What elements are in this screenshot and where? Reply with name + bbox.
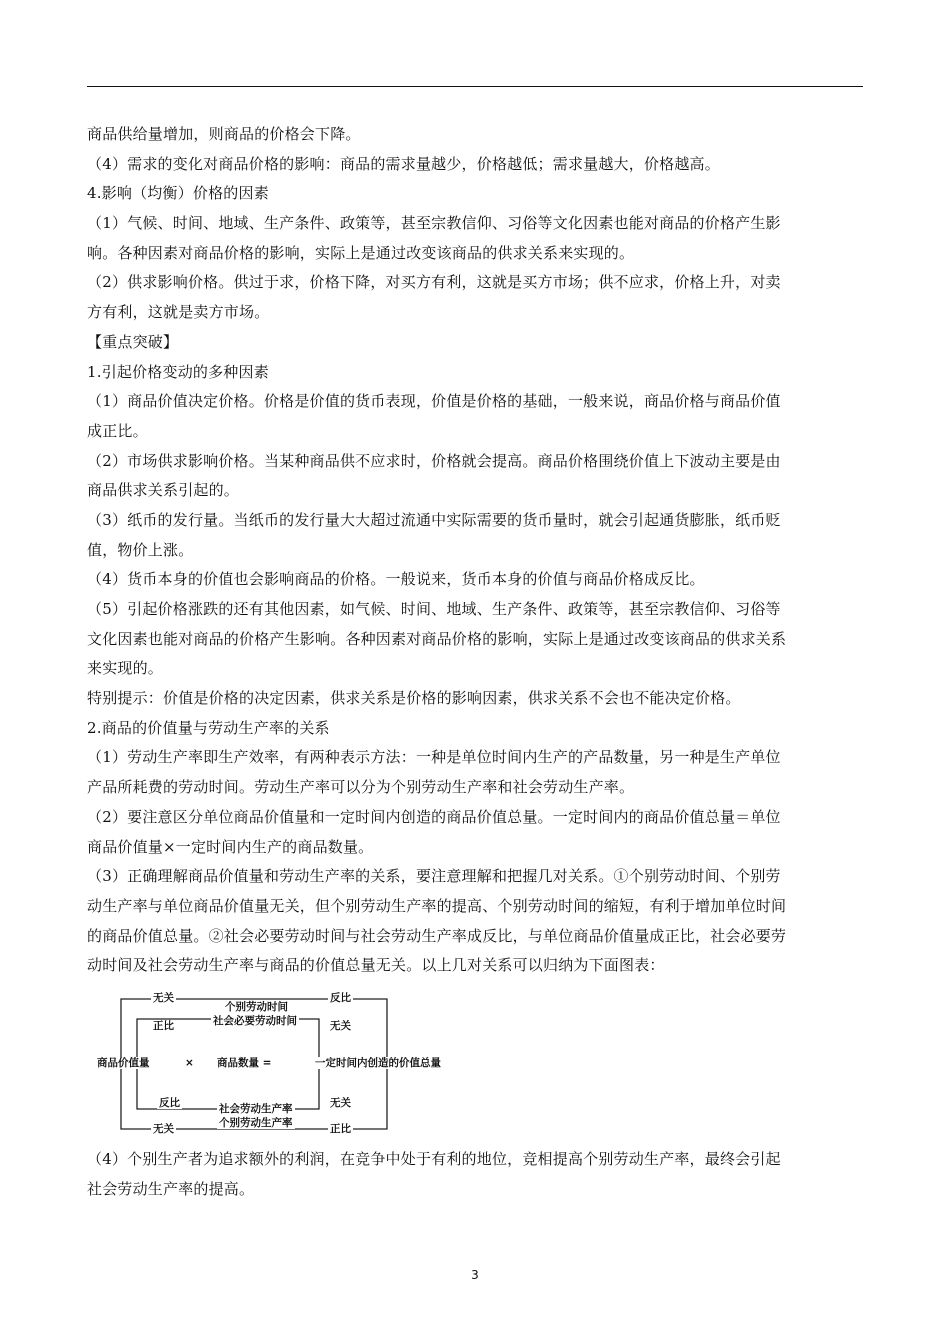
text-line: （1）商品价值决定价格。价格是价值的货币表现，价值是价格的基础，一般来说，商品价格与商品价值 bbox=[87, 392, 781, 411]
quantity-label: 商品数量 = bbox=[217, 1056, 272, 1069]
text-line: 文化因素也能对商品的价格产生影响。各种因素对商品价格的影响，实际上是通过改变该商品的供求关系 bbox=[87, 629, 787, 648]
text-line: （3）正确理解商品价值量和劳动生产率的关系，要注意理解和把握几对关系。①个别劳动时间、个别劳 bbox=[87, 867, 781, 886]
outer-bottom-right-label: 正比 bbox=[330, 1122, 351, 1135]
section-heading: 1.引起价格变动的多种因素 bbox=[87, 362, 269, 381]
text-line: 成正比。 bbox=[87, 421, 148, 440]
document-body bbox=[87, 120, 863, 1204]
total-value-label: 一定时间内创造的价值总量 bbox=[315, 1056, 441, 1069]
text-line: 商品供给量增加，则商品的价格会下降。 bbox=[87, 125, 361, 143]
text-line: （2）要注意区分单位商品价值量和一定时间内创造的商品价值总量。一定时间内的商品价值总量＝单位 bbox=[87, 807, 781, 826]
text-line: （3）纸币的发行量。当纸币的发行量大大超过流通中实际需要的货币量时，就会引起通货膨胀，纸币贬 bbox=[87, 510, 781, 529]
text-line: 方有利，这就是卖方市场。 bbox=[87, 303, 270, 322]
value-per-unit-label: 商品价值量 bbox=[97, 1056, 150, 1069]
text-line: 商品供求关系引起的。 bbox=[87, 481, 240, 500]
inner-bottom-left-label: 反比 bbox=[159, 1096, 180, 1109]
section-heading: 4.影响（均衡）价格的因素 bbox=[87, 184, 269, 203]
tip-line: 特别提示：价值是价格的决定因素，供求关系是价格的影响因素，供求关系不会也不能决定价格。 bbox=[87, 689, 741, 708]
text-line: 值，物价上涨。 bbox=[87, 540, 194, 559]
text-line: 响。各种因素对商品价格的影响，实际上是通过改变该商品的供求关系来实现的。 bbox=[87, 243, 635, 262]
outer-top-left-label: 无关 bbox=[153, 991, 174, 1004]
inner-top-right-label: 无关 bbox=[330, 1019, 351, 1032]
bottom-middle-label-2: 个别劳动生产率 bbox=[219, 1116, 293, 1129]
text-line: 动时间及社会劳动生产率与商品的价值总量无关。以上几对关系可以归纳为下面图表： bbox=[87, 956, 665, 975]
section-heading: 2.商品的价值量与劳动生产率的关系 bbox=[87, 718, 330, 737]
relationship-diagram bbox=[87, 985, 863, 1143]
text-line: （4）货币本身的价值也会影响商品的价格。一般说来，货币本身的价值与商品价格成反比。 bbox=[87, 570, 705, 589]
text-line: 商品价值量×一定时间内生产的商品数量。 bbox=[87, 837, 374, 856]
inner-bottom-right-label: 无关 bbox=[330, 1096, 351, 1109]
multiply-sign: × bbox=[185, 1056, 194, 1069]
text-line: （2）供求影响价格。供过于求，价格下降，对买方有利，这就是买方市场；供不应求，价格上升，对卖 bbox=[87, 273, 781, 292]
text-line: （1）气候、时间、地域、生产条件、政策等，甚至宗教信仰、习俗等文化因素也能对商品的价格产生影 bbox=[87, 214, 781, 233]
page-number: 3 bbox=[471, 1268, 479, 1282]
top-middle-label-1: 个别劳动时间 bbox=[225, 1000, 288, 1013]
diagram-lines bbox=[87, 985, 863, 1143]
text-line: 产品所耗费的劳动时间。劳动生产率可以分为个别劳动生产率和社会劳动生产率。 bbox=[87, 778, 635, 797]
text-line: 的商品价值总量。②社会必要劳动时间与社会劳动生产率成反比，与单位商品价值量成正比，社会必要劳 bbox=[87, 926, 787, 945]
section-heading: 【重点突破】 bbox=[87, 332, 179, 351]
top-middle-label-2: 社会必要劳动时间 bbox=[213, 1014, 297, 1027]
bottom-middle-label-1: 社会劳动生产率 bbox=[219, 1102, 293, 1115]
text-line: （4）需求的变化对商品价格的影响：商品的需求量越少，价格越低；需求量越大，价格越高。 bbox=[87, 154, 720, 173]
inner-top-left-label: 正比 bbox=[153, 1019, 174, 1032]
text-line: 社会劳动生产率的提高。 bbox=[87, 1179, 255, 1198]
text-line: 动生产率与单位商品价值量无关，但个别劳动生产率的提高、个别劳动时间的缩短，有利于增加单位时间 bbox=[87, 896, 787, 915]
outer-top-right-label: 反比 bbox=[330, 991, 351, 1004]
text-line: （4）个别生产者为追求额外的利润，在竞争中处于有利的地位，竞相提高个别劳动生产率，最终会引起 bbox=[87, 1149, 781, 1168]
outer-bottom-left-label: 无关 bbox=[153, 1122, 174, 1135]
text-line: （5）引起价格涨跌的还有其他因素，如气候、时间、地域、生产条件、政策等，甚至宗教信仰、习俗等 bbox=[87, 600, 781, 618]
text-line: 来实现的。 bbox=[87, 659, 164, 678]
header-rule bbox=[87, 86, 863, 87]
text-line: （1）劳动生产率即生产效率，有两种表示方法：一种是单位时间内生产的产品数量，另一种是生产单位 bbox=[87, 748, 781, 767]
text-line: （2）市场供求影响价格。当某种商品供不应求时，价格就会提高。商品价格围绕价值上下波动主要是由 bbox=[87, 451, 781, 470]
